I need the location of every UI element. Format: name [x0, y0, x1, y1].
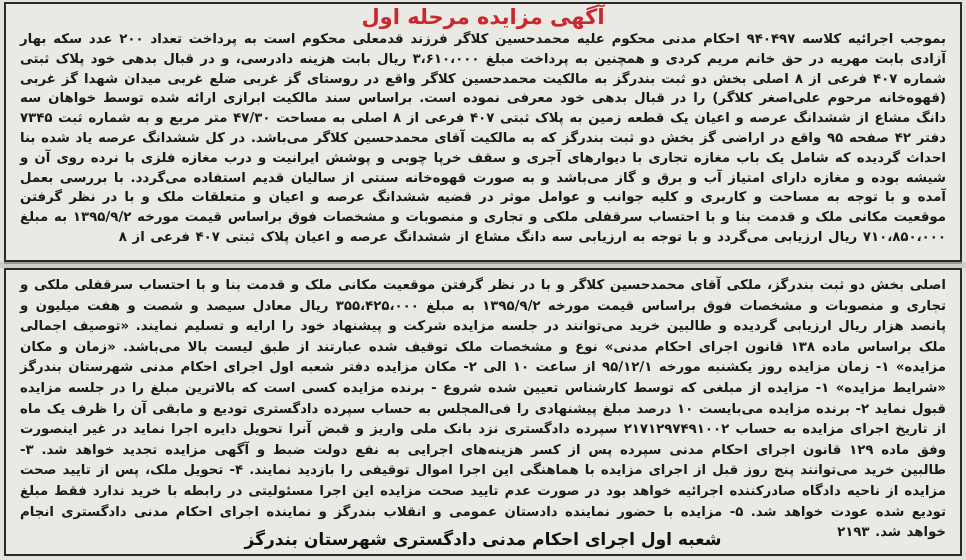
auction-notice-top [4, 2, 962, 262]
fold-divider [4, 262, 962, 264]
notice-title: آگهی مزایده مرحله اول [361, 5, 605, 29]
notice-body-part-2: اصلی بخش دو ثبت بندرگز، ملکی آقای محمدحسین کلاگر و با در نظر گرفتن موقعیت مکانی ملک و قدمت بنا و با احتساب سرقفلی ملکی و تجاری و منصوبات و مشخصات فوق براساس قیمت مورخه ۱۳۹۵/۹/۲ به مبلغ ۳۵۵،۴۲۵،۰۰۰ ریال معادل سیصد و شصت و هفت میلیون و پانصد هزار ریال ارزیابی گردیده و طالبین خرید می‌توانند در جلسه مزایده شرکت و پیشنهاد خود را ارایه و تسلیم نمایند. «توصیف اجمالی ملک براساس ماده ۱۳۸ قانون اجرای احکام مدنی» نوع و مشخصات ملک توقیف شده عبارتند از طبق لیست بالا می‌باشد. «زمان و مکان مزایده» ۱- زمان مزایده روز یکشنبه مورخه ۹۵/۱۲/۱ از ساعت ۱۰ الی ۲- مکان مزایده دفتر شعبه اول اجرای احکام مدنی شهرستان بندرگز «شرایط مزایده» ۱- مزایده از مبلغی که توسط کارشناس تعیین شده شروع - برنده مزایده کسی است که بالاترین مبلغ را در جلسه مزایده قبول نماید ۲- برنده مزایده می‌بایست ۱۰ درصد مبلغ پیشنهادی را فی‌المجلس به حساب سپرده دادگستری تودیع و مابقی آن را ظرف یک ماه از تاریخ اجرای مزایده به حساب ۲۱۷۱۲۹۷۴۹۱۰۰۲ سپرده دادگستری نزد بانک ملی واریز و قبض آنرا تحویل دایره اجرا نماید در غیر اینصورت وفق ماده ۱۲۹ قانون اجرای احکام مدنی سپرده پس از کسر هزینه‌های اجرایی به نفع دولت ضبط و آگهی مزایده تجدید خواهد شد. ۳- طالبین خرید می‌توانند پنج روز قبل از اجرای مزایده با هماهنگی این اجرا اموال توقیفی را بازدید نمایند. ۴- تحویل ملک، پس از تایید صحت مزایده از ناحیه دادگاه صادرکننده اجرائیه خواهد بود در صورت عدم تایید صحت مزایده این اجرا مسئولیتی در رابطه با خرید ندارد فقط مبلغ تودیع شده عودت خواهد شد. ۵- مزایده با حضور نماینده دادستان عمومی و انقلاب بندرگز و نماینده اجرای احکام مدنی دادگستری انجام خواهد شد. ۲۱۹۳ [20, 278, 947, 541]
auction-notice-bottom [4, 268, 962, 556]
issuing-office-signature: شعبه اول اجرای احکام مدنی دادگستری شهرستان بندرگز [244, 530, 722, 550]
notice-body-part-1: بموجب اجرائیه کلاسه ۹۴۰۴۹۷ احکام مدنی محکوم علیه محمدحسین کلاگر فرزند قدمعلی محکوم است به پرداخت تعداد ۲۰۰ عدد سکه بهار آزادی بابت مهریه در حق خانم مریم کردی و همچنین به پرداخت مبلغ ۳،۶۱۰،۰۰۰ ریال بابت هزینه دادرسی، و در قبال بدهی خود پلاک ثبتی شماره ۴۰۷ فرعی از ۸ اصلی بخش دو ثبت بندرگز به مالکیت محمدحسین کلاگر واقع در روستای گز غربی ضلع غربی میدان شهدا گز غربی (قهوه‌خانه مرحوم علی‌اصغر کلاگر) را در قبال بدهی خود معرفی نموده است. براساس سند مالکیت ابرازی ارائه شده توسط خواهان سه دانگ مشاع از ششدانگ عرصه و اعیان یک قطعه زمین به پلاک ثبتی ۴۰۷ فرعی از ۸ اصلی به مساحت ۴۷/۳۰ متر مربع و به شماره ثبت ۷۳۴۵ دفتر ۴۲ صفحه ۹۵ واقع در اراضی گز بخش دو ثبت بندرگز که به مالکیت آقای محمدحسین کلاگر می‌باشد. در کل ششدانگ عرصه یاد شده بنا احداث گردیده که شامل یک باب مغازه تجاری با دیوارهای آجری و سقف خرپا چوبی و پوشش ایرانیت و درب مغازه فلزی با نرده روی آن و شیشه بوده و مغازه دارای امتیاز آب و برق و گاز می‌باشد و به صورت قهوه‌خانه سنتی از سالیان قدیم استفاده می‌گردد. با بررسی بعمل آمده و با توجه به مساحت و کاربری و کلیه جوانب و عوامل موثر در قضیه ششدانگ عرصه و اعیان و متعلقات ملک و با در نظر گرفتن موقعیت مکانی ملک و قدمت بنا و با احتساب سرقفلی ملکی و تجاری و منصوبات و مشخصات فوق براساس قیمت مورخه ۱۳۹۵/۹/۲ به مبلغ ۷۱۰،۸۵۰،۰۰۰ ریال ارزیابی می‌گردد و با توجه به ارزیابی سه دانگ مشاع از ششدانگ عرصه و اعیان پلاک ثبتی ۴۰۷ فرعی از ۸ [20, 32, 947, 245]
